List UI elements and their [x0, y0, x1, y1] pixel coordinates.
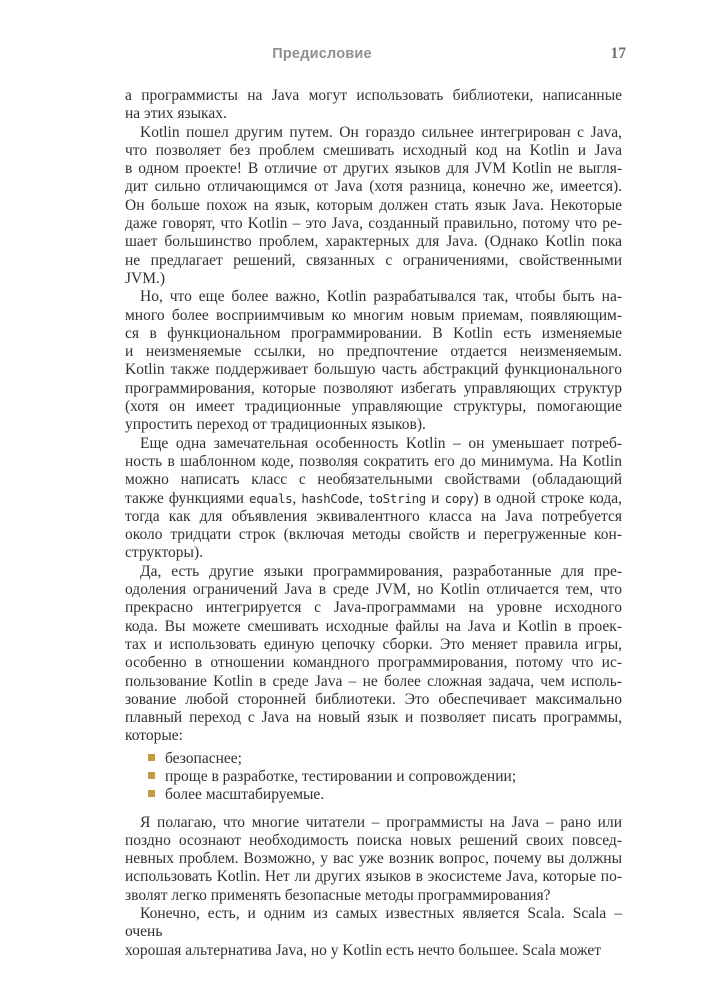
inline-code: hashCode — [301, 490, 360, 506]
paragraph-line: ность в шаблонном коде, позволяя сократить его до минимума. На Kotlin — [125, 452, 622, 470]
page-number: 17 — [610, 45, 626, 62]
paragraph-line: (хотя он имеет традиционные управляющие структуры, помогающие — [125, 398, 622, 416]
paragraph — [125, 288, 622, 434]
paragraph-line: тогда как для объявления эквивалентного класса на Java потребуется — [125, 507, 622, 525]
paragraph-line: прекрасно интегрируется с Java-программами на уровне исходного — [125, 599, 622, 617]
inline-code: equals — [249, 490, 293, 506]
text-block — [125, 87, 622, 960]
bullet-text: более масштабируемые. — [165, 786, 325, 804]
paragraph — [125, 87, 622, 124]
paragraph-line: Он больше похож на язык, которым должен стать язык Java. Некоторые — [125, 196, 622, 214]
paragraph — [125, 435, 622, 563]
paragraph-line: шает большинство проблем, характерных для Java. (Однако Kotlin пока — [125, 233, 622, 251]
bullet-text: проще в разработке, тестировании и сопровождении; — [165, 767, 517, 785]
paragraph-line: кода. Вы можете смешивать исходные файлы на Java и Kotlin в проек- — [125, 617, 622, 635]
paragraph — [125, 905, 622, 960]
paragraph-line: тах и использовать единую цепочку сборки. Это меняет правила игры, — [125, 635, 622, 653]
paragraph-line: Да, есть другие языки программирования, разработанные для пре- — [140, 562, 622, 580]
paragraph-line: не предлагает решений, связанных с ограничениями, свойственными — [125, 251, 622, 269]
bullet-text: безопаснее; — [165, 749, 242, 767]
paragraph-line: пользование Kotlin в среде Java – не более сложная задача, чем исполь- — [125, 672, 622, 690]
bullet-item — [125, 768, 622, 786]
paragraph — [125, 124, 622, 289]
bullet-square-icon — [148, 754, 155, 761]
paragraph-line: упростить переход от традиционных языков). — [125, 416, 426, 434]
paragraph-line: Kotlin также поддерживает большую часть абстракций функционального — [125, 361, 622, 379]
paragraph-line: дит сильно отличающимся от Java (хотя разница, конечно же, имеется). — [125, 178, 622, 196]
paragraph-line: также функциями equals, hashCode, toString и copy) в одной строке кода, — [125, 489, 622, 507]
paragraph-line: в одном проекте! В отличие от других языков для JVM Kotlin не выгля- — [125, 160, 622, 178]
paragraph-line: JVM.) — [125, 269, 166, 287]
paragraph-line: Я полагаю, что многие читатели – программисты на Java – рано или — [140, 813, 622, 831]
chapter-title: Предисловие — [272, 46, 372, 62]
paragraph-line: а программисты на Java могут использовать библиотеки, написанные — [125, 87, 622, 104]
paragraph-line: Но, что еще более важно, Kotlin разрабатывался так, чтобы быть на- — [140, 288, 622, 306]
paragraph-line: ся в функциональном программировании. В Kotlin есть изменяемые — [125, 324, 622, 342]
paragraph-line: одоления ограничений Java в среде JVM, но Kotlin отличается тем, что — [125, 581, 622, 599]
paragraph-line: Конечно, есть, и одним из самых известных является Scala. Scala – очень — [125, 905, 622, 941]
bullet-list — [125, 750, 622, 805]
inline-code: toString — [368, 490, 427, 506]
paragraph-line: поздно осознают необходимость поиска новых решений своих повсед- — [125, 831, 622, 849]
running-head — [0, 46, 702, 66]
paragraph-line: структоры). — [125, 544, 203, 562]
paragraph-line: много более восприимчивым ко многим новым приемам, появляющим- — [125, 306, 622, 324]
paragraph-line: особенно в отношении командного программирования, потому что ис- — [125, 654, 622, 672]
bullet-square-icon — [148, 772, 155, 779]
paragraph-line: Еще одна замечательная особенность Kotlin – он уменьшает потреб- — [140, 434, 622, 452]
paragraph-line: и неизменяемые ссылки, но предпочтение отдается неизменяемым. — [125, 343, 622, 361]
bullet-item — [125, 786, 622, 804]
paragraph-line: можно написать класс с необязательными свойствами (обладающий — [125, 471, 622, 489]
bullet-square-icon — [148, 790, 155, 797]
paragraph-line: Kotlin пошел другим путем. Он гораздо сильнее интегрирован с Java, — [140, 123, 622, 141]
paragraph-line: даже говорят, что Kotlin – это Java, созданный правильно, потому что ре- — [125, 215, 622, 233]
paragraph-line: использовать Kotlin. Нет ли других языков в экосистеме Java, которые по- — [125, 868, 622, 886]
paragraph-line: хорошая альтернатива Java, но у Kotlin есть нечто большее. Scala может — [125, 941, 601, 959]
paragraph-line: программирования, которые позволяют избегать управляющих структур — [125, 379, 622, 397]
paragraph — [125, 563, 622, 746]
paragraph-line: на этих языках. — [125, 105, 227, 123]
inline-code: copy — [444, 490, 474, 506]
paragraph-line: которые: — [125, 727, 183, 745]
paragraph-line: около тридцати строк (включая методы свойств и перегруженные кон- — [125, 526, 622, 544]
paragraph-line: зволят легко применять безопасные методы программирования? — [125, 886, 551, 904]
paragraph-line: что позволяет без проблем смешивать исходный код на Kotlin и Java — [125, 141, 622, 159]
bullet-item — [125, 750, 622, 768]
paragraph — [125, 814, 622, 905]
paragraph-line: зование любой сторонней библиотеки. Это обеспечивает максимально — [125, 690, 622, 708]
paragraph-line: невных проблем. Возможно, у вас уже возник вопрос, почему вы должны — [125, 850, 622, 868]
paragraph-line: плавный переход с Java на новый язык и позволяет писать программы, — [125, 709, 622, 727]
